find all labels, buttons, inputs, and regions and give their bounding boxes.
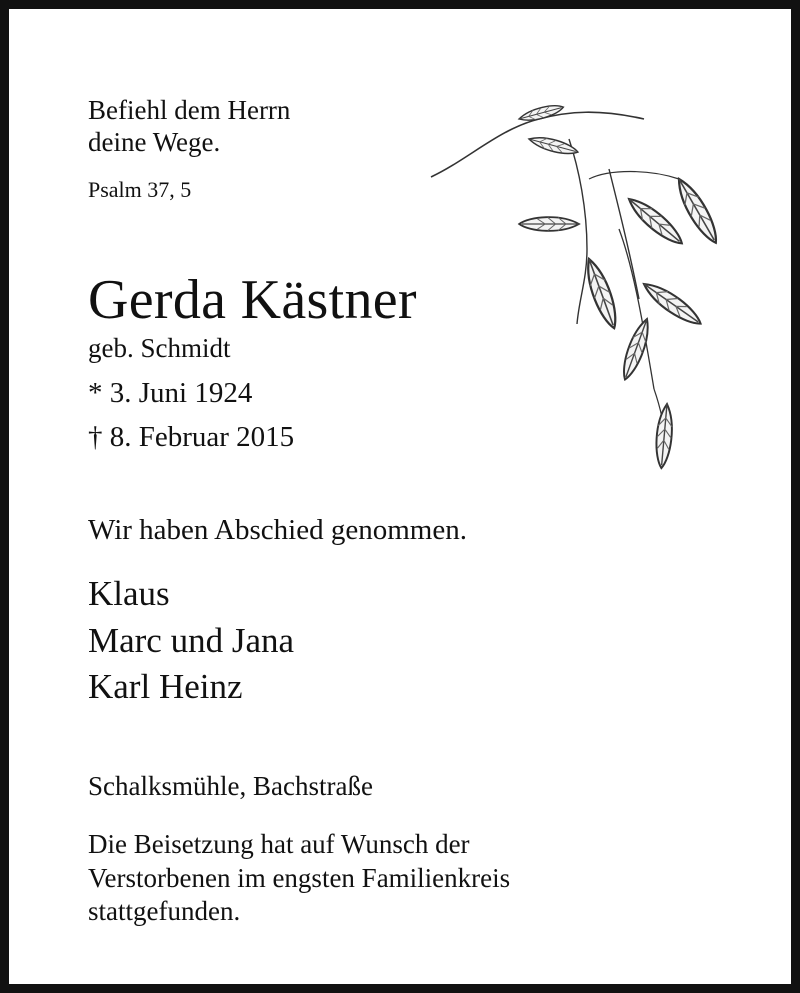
verse-line-2: deine Wege. — [88, 127, 221, 157]
mourner-name: Marc und Jana — [88, 621, 295, 660]
birth-name: geb. Schmidt — [88, 333, 231, 363]
burial-note-line: Die Beisetzung hat auf Wunsch der — [88, 829, 470, 859]
birth-date: * 3. Juni 1924 — [88, 377, 253, 409]
deceased-name: Gerda Kästner — [88, 269, 417, 331]
address: Schalksmühle, Bachstraße — [88, 771, 373, 801]
mourner-name: Klaus — [88, 574, 170, 613]
verse-line-1: Befiehl dem Herrn — [88, 95, 291, 125]
farewell-text: Wir haben Abschied genommen. — [88, 514, 467, 546]
burial-note-line: stattgefunden. — [88, 896, 241, 926]
birch-branch-icon — [429, 99, 739, 479]
burial-note-line: Verstorbenen im engsten Familienkreis — [88, 863, 511, 893]
death-date: † 8. Februar 2015 — [88, 421, 295, 453]
verse-reference: Psalm 37, 5 — [88, 177, 192, 202]
mourner-name: Karl Heinz — [88, 667, 243, 706]
